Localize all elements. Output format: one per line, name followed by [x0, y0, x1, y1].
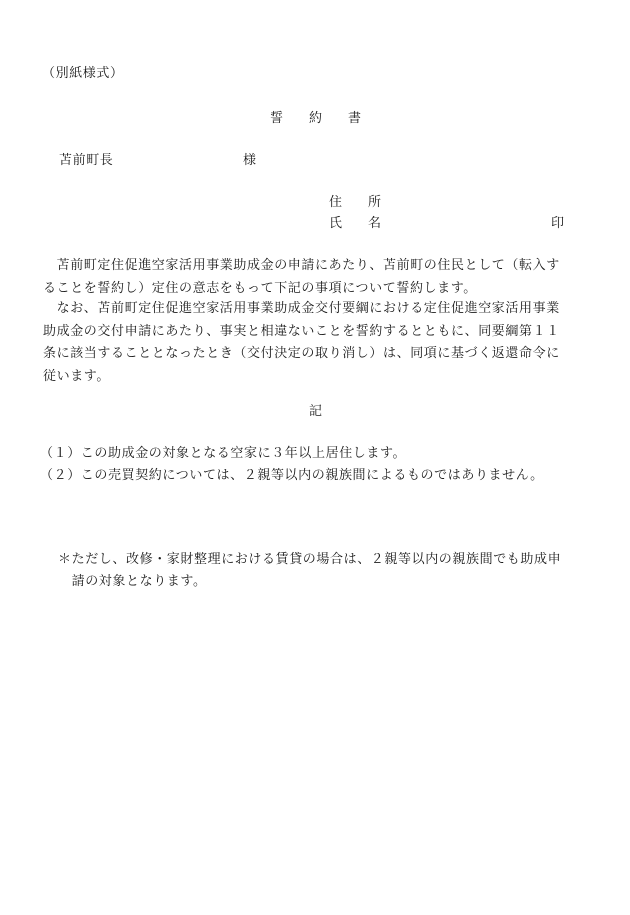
note-line-2: 請の対象となります。	[58, 574, 207, 589]
document-title: 誓 約 書	[270, 111, 362, 126]
paragraph-line: 条に該当することとなったとき（交付決定の取り消し）は、同項に基づく返還命令に	[43, 346, 560, 361]
paragraph-line: なお、苫前町定住促進空家活用事業助成金交付要綱における定住促進空家活用事業	[43, 301, 560, 316]
name-label: 氏 名	[329, 216, 382, 231]
note-line-1: ＊ただし、改修・家財整理における賃貸の場合は、２親等以内の親族間でも助成申	[58, 552, 562, 567]
paragraph-line: ることを誓約し）定住の意志をもって下記の事項について誓約します。	[43, 280, 477, 296]
pledge-paragraph-1	[43, 255, 591, 300]
item-1: （１）この助成金の対象となる空家に３年以上居住します。	[40, 446, 407, 461]
item-2: （２）この売買契約については、２親等以内の親族間によるものではありません。	[40, 468, 544, 483]
paragraph-line: 従います。	[43, 368, 110, 384]
addressee-name: 苫前町長	[59, 153, 114, 168]
seal-mark: 印	[551, 216, 565, 231]
paragraph-line: 助成金の交付申請にあたり、事実と相違ないことを誓約するとともに、同要綱第１１	[43, 323, 560, 339]
paragraph-line: 苫前町定住促進空家活用事業助成金の申請にあたり、苫前町の住民として（転入す	[43, 258, 560, 273]
form-label: （別紙様式）	[42, 66, 124, 81]
addressee-honorific: 様	[243, 153, 257, 168]
address-label: 住 所	[329, 195, 382, 210]
pledge-paragraph-2	[43, 298, 591, 388]
ki-heading: 記	[309, 404, 323, 419]
